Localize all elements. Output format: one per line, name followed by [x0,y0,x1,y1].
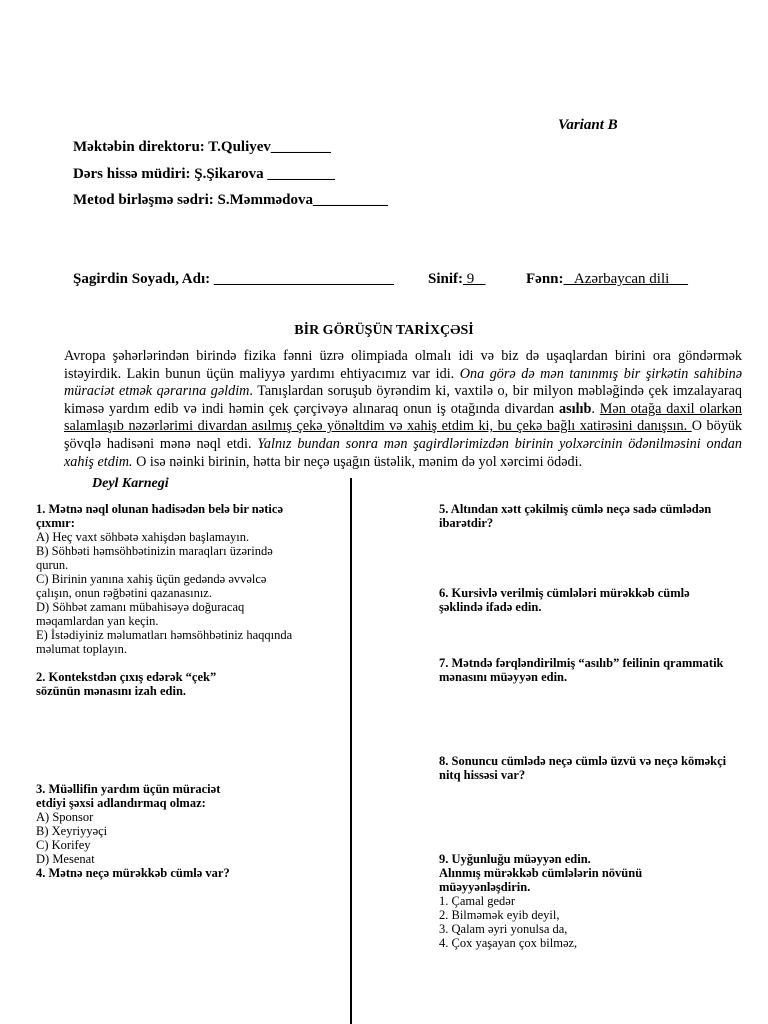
question-9-item-1: 1. Çamal gedər [439,894,516,908]
passage-part-5: O isə nəinki birinin, hətta bir neçə uşağın üstəlik, mənim də yol xərcimi ödədi. [132,453,583,470]
question-3-option-d: D) Mesenat [36,852,95,866]
passage-underlined-sentence: Mən otağa daxil olarkən salamlaşıb nəzərlərimi divardan asılmış çekə yönəltdim və xahiş etdim ki, bu çekə bağlı xatirəsini danışsın. [64,400,743,435]
question-2-title: 2. Kontekstdən çıxış edərək “çek” sözünün mənasını izah edin. [36,670,217,698]
question-3-option-b: B) Xeyriyyəçi [36,824,108,838]
subject-value: Azərbaycan dili [563,271,689,287]
passage-part-1: Avropa şəhərlərindən birində fizika fənni üzrə olimpiada olmalı idi və biz də uşaqlardan birini ora göndərmək istəyirdik. Lakin bunun üçün maliyyə yardımı ehtiyacımız var idi. [64,348,742,382]
question-9-item-3: 3. Qalam əyri yonulsa da, [439,922,568,936]
question-7 [439,656,739,684]
question-1-option-a: A) Heç vaxt söhbətə xahişdən başlamayın. [36,530,250,544]
question-6-title: 6. Kursivlə verilmiş cümlələri mürəkkəb cümlə şəklində ifadə edin. [439,586,690,614]
question-5-title: 5. Altından xətt çəkilmiş cümlə neçə sadə cümlədən ibarətdir? [439,502,712,530]
class-value: 9 [463,271,486,287]
question-1-title: 1. Mətnə nəql olunan hadisədən belə bir nəticə çıxmır: [36,502,284,530]
question-9 [439,852,659,950]
question-9-title: 9. Uyğunluğu müəyyən edin. [439,852,591,866]
question-1-option-e: E) İstədiyiniz məlumatları həmsöhbətiniz haqqında məlumat toplayın. [36,628,293,656]
reading-passage [64,348,742,471]
question-9-item-4: 4. Çox yaşayan çox bilməz, [439,936,578,950]
head-teacher-line: Dərs hissə müdiri: Ş.Şikarova _________ [73,166,335,182]
passage-part-3: . [591,400,600,417]
question-8-title: 8. Sonuncu cümlədə neçə cümlə üzvü və neçə köməkçi nitq hissəsi var? [439,754,727,782]
passage-part-4: O böyük şövqlə hadisəni mənə nəql etdi. [64,418,743,452]
passage-part-2: . Tanışlardan soruşub öyrəndim ki, vaxtilə o, bir milyon məbləğində çek imzalayaraq kiməsə yardım edib və indi həmin çek çərçivəyə alınaraq onun iş otağında divardan [64,383,743,417]
column-divider [350,478,352,1024]
passage-italic-2: Yalnız bundan sonra mən şagirdlərimizdən birinin yolxərcinin ödənilməsini ondan xahiş etdim. [64,435,742,470]
question-3 [36,782,231,880]
question-3-title: 3. Müəllifin yardım üçün müraciət etdiyi şəxsi adlandırmaq olmaz: [36,782,221,810]
question-8 [439,754,739,782]
question-4-title: 4. Mətnə neçə mürəkkəb cümlə var? [36,866,230,880]
question-1 [36,502,296,656]
question-9-item-2: 2. Bilməmək eyib deyil, [439,908,560,922]
passage-italic-1: Ona görə də mən tanınmış bir şirkətin sahibinə müraciət etmək qərarına gəldim [64,365,742,400]
question-6 [439,586,719,614]
student-name-field[interactable]: Şagirdin Soyadı, Adı: ________________________ [73,271,394,287]
question-1-option-c: C) Birinin yanına xahiş üçün gedəndə əvvəlcə çalışın, onun rəğbətini qazanasınız. [36,572,267,600]
director-line: Məktəbin direktoru: T.Quliyev________ [73,139,331,155]
question-5 [439,502,729,530]
question-7-title: 7. Mətndə fərqləndirilmiş “asılıb” feilinin qrammatik mənasını müəyyən edin. [439,656,724,684]
text-title: BİR GÖRÜŞÜN TARİXÇƏSİ [294,323,474,338]
subject-field [526,271,688,288]
question-9-subtitle: Alınmış mürəkkəb cümlələrin növünü müəyyənləşdirin. [439,866,643,894]
variant-label: Variant B [558,117,618,133]
passage-bold-word: asılıb [559,400,592,417]
class-label: Sinif: [428,271,464,287]
question-1-option-b: B) Söhbəti həmsöhbətinizin maraqları üzərində qurun. [36,544,273,572]
question-3-option-a: A) Sponsor [36,810,94,824]
question-2 [36,670,236,698]
method-chair-line: Metod birləşmə sədri: S.Məmmədova__________ [73,192,388,208]
subject-label: Fənn: [526,271,564,287]
class-field [428,271,486,288]
question-1-option-d: D) Söhbət zamanı mübahisəyə doğuracaq məqamlardan yan keçin. [36,600,245,628]
author-name: Deyl Karnegi [92,476,169,491]
question-3-option-c: C) Korifey [36,838,91,852]
